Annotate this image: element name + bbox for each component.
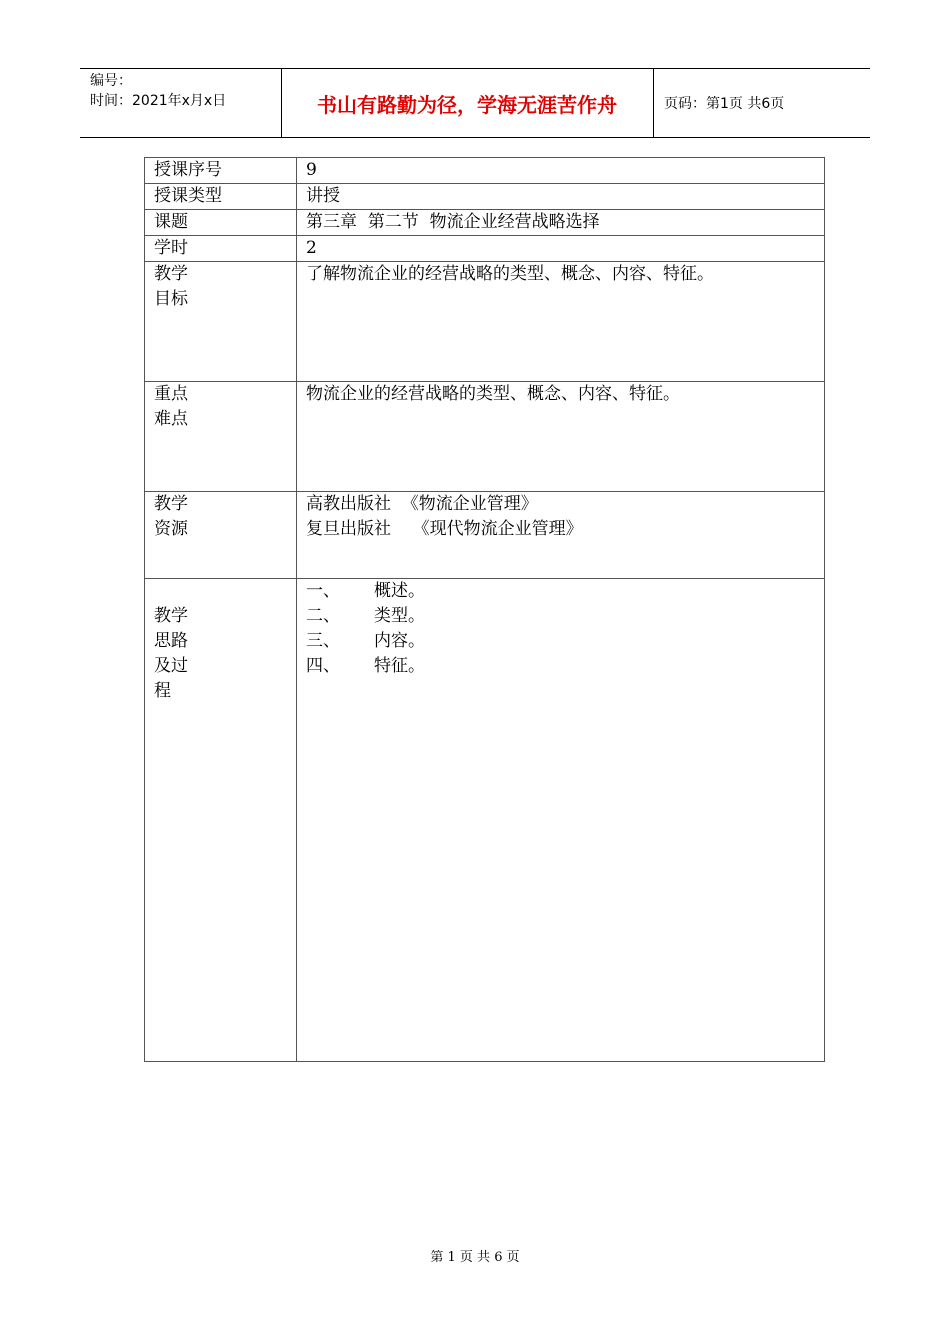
key-points-label-line: 重点 <box>154 384 188 404</box>
objective-value: 了解物流企业的经营战略的类型、概念、内容、特征。 <box>297 262 825 382</box>
process-item-text: 内容。 <box>374 631 425 651</box>
table-row <box>145 184 825 210</box>
resources-value <box>297 492 825 579</box>
table-row <box>145 579 825 1062</box>
process-item <box>306 604 824 629</box>
table-row <box>145 492 825 579</box>
key-points-label-line: 难点 <box>154 409 188 429</box>
process-label <box>145 579 297 1062</box>
header-meta <box>90 71 226 111</box>
table-row <box>145 236 825 262</box>
process-label-line: 程 <box>154 681 171 701</box>
resources-label-line: 资源 <box>154 519 188 539</box>
resource-line: 复旦出版社 《现代物流企业管理》 <box>306 519 583 539</box>
time-label: 时间：2021年x月x日 <box>90 93 227 109</box>
resources-label <box>145 492 297 579</box>
header-divider <box>653 69 654 137</box>
process-item-number: 三、 <box>306 631 340 651</box>
hours-label: 学时 <box>145 236 297 262</box>
page-header <box>80 68 870 138</box>
page-footer: 第 1 页 共 6 页 <box>430 1250 520 1265</box>
process-label-line: 思路 <box>154 631 188 651</box>
process-item-number: 四、 <box>306 656 340 676</box>
key-points-value: 物流企业的经营战略的类型、概念、内容、特征。 <box>297 382 825 492</box>
table-row <box>145 382 825 492</box>
hours-value: 2 <box>297 236 825 262</box>
process-item-number: 一、 <box>306 581 340 601</box>
topic-value: 第三章 第二节 物流企业经营战略选择 <box>297 210 825 236</box>
resources-label-line: 教学 <box>154 494 188 514</box>
table-row <box>145 262 825 382</box>
resource-line: 高教出版社 《物流企业管理》 <box>306 494 538 514</box>
header-page-label: 页码：第1页 共6页 <box>664 96 785 112</box>
table-row <box>145 158 825 184</box>
process-item <box>306 654 824 679</box>
process-label-line: 教学 <box>154 606 188 626</box>
process-label-line: 及过 <box>154 656 188 676</box>
process-item-number: 二、 <box>306 606 340 626</box>
number-label: 编号： <box>90 73 132 89</box>
process-value <box>297 579 825 1062</box>
process-item-text: 概述。 <box>374 581 425 601</box>
topic-label: 课题 <box>145 210 297 236</box>
lesson-plan-table <box>144 157 825 1062</box>
process-item <box>306 579 824 604</box>
objective-label-line: 目标 <box>154 289 188 309</box>
header-motto: 书山有路勤为径，学海无涯苦作舟 <box>317 92 617 117</box>
key-points-label <box>145 382 297 492</box>
process-item-text: 类型。 <box>374 606 425 626</box>
process-item <box>306 629 824 654</box>
table-row <box>145 210 825 236</box>
lesson-type-label: 授课类型 <box>145 184 297 210</box>
lesson-type-value: 讲授 <box>297 184 825 210</box>
lesson-no-label: 授课序号 <box>145 158 297 184</box>
lesson-no-value: 9 <box>297 158 825 184</box>
objective-label-line: 教学 <box>154 264 188 284</box>
process-item-text: 特征。 <box>374 656 425 676</box>
objective-label <box>145 262 297 382</box>
